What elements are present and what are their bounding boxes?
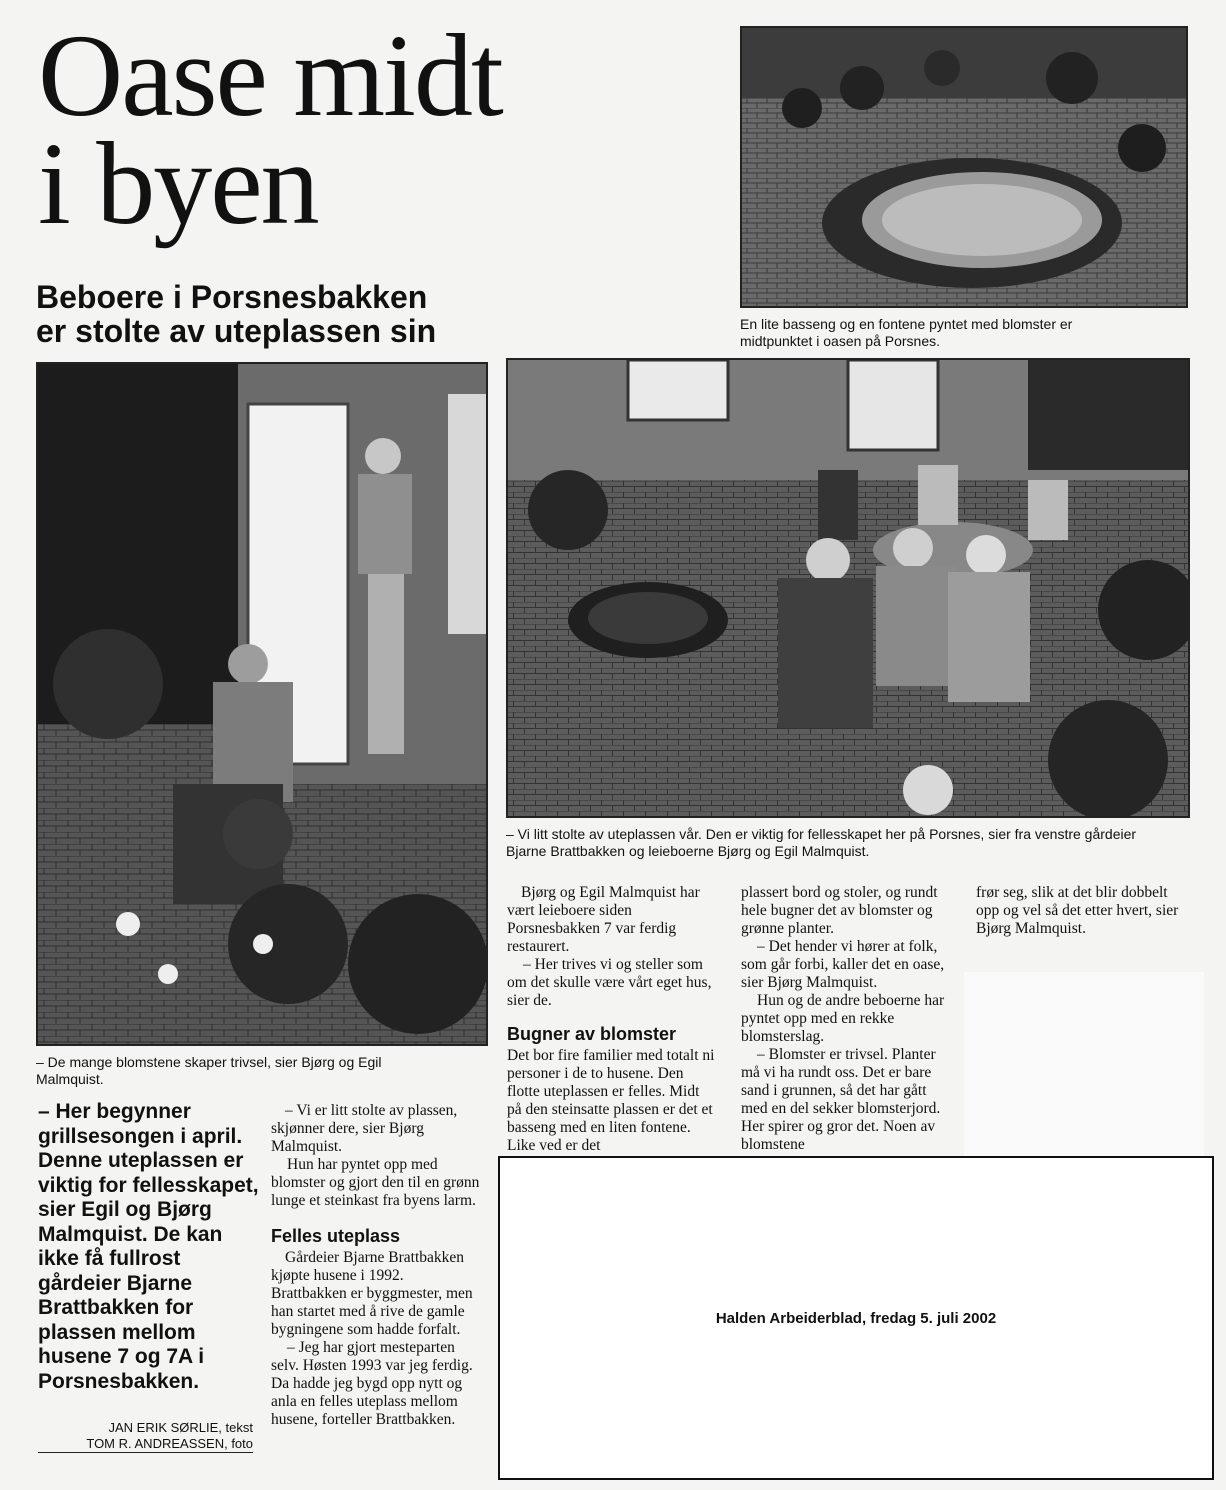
paragraph: – Det hender vi hører at folk, som går forbi, kaller det en oase, sier Bjørg Malmquist. <box>741 938 945 991</box>
source-box <box>498 1156 1214 1480</box>
byline-photo-credit: TOM R. ANDREASSEN, foto <box>38 1436 253 1453</box>
headline-line-2: i byen <box>38 118 318 249</box>
paragraph: – Vi er litt stolte av plassen, skjønner dere, sier Bjørg Malmquist. <box>271 1102 458 1155</box>
paragraph: frør seg, slik at det blir dobbelt opp og vel så det etter hvert, sier Bjørg Malmquist. <box>976 884 1179 937</box>
subheadline-line-2: er stolte av uteplassen sin <box>36 313 437 349</box>
paragraph: – Blomster er trivsel. Planter må vi ha rundt oss. Det er bare sand i grunnen, så det har gått med en del sekker blomsterjord. Her spirer og gror det. Noen av blomstene <box>741 1046 941 1153</box>
body-column-2 <box>507 884 717 1155</box>
byline-text-credit: JAN ERIK SØRLIE, tekst <box>108 1420 253 1435</box>
headline <box>38 10 638 249</box>
paragraph: Hun har pyntet opp med blomster og gjort den til en grønn lunge et steinkast fra byens larm. <box>271 1156 480 1209</box>
caption-pond: En lite basseng og en fontene pyntet med blomster er midtpunktet i oasen på Porsnes. <box>740 316 1073 349</box>
body-column-1 <box>271 1102 481 1429</box>
blank-area <box>964 972 1204 1156</box>
subheadline <box>36 280 596 348</box>
paragraph: – Jeg har gjort mesteparten selv. Høsten 1993 var jeg ferdig. Da hadde jeg bygd opp nytt og anla en felles uteplass mellom husene, forteller Brattbakken. <box>271 1339 473 1428</box>
paragraph: Bjørg og Egil Malmquist har vært leieboere siden Porsnesbakken 7 var ferdig restaurert. <box>507 884 700 955</box>
byline <box>38 1420 253 1453</box>
section-heading: Felles uteplass <box>271 1226 401 1246</box>
source-label: Halden Arbeiderblad, fredag 5. juli 2002 <box>715 1310 997 1327</box>
body-column-4 <box>976 884 1191 938</box>
photo-group <box>506 358 1190 818</box>
caption-group: – Vi litt stolte av uteplassen vår. Den er viktig for fellesskapet her på Porsnes, sier fra venstre gårdeier Bjarne Brattbakken og leieboerne Bjørg og Egil Malmquist. <box>506 826 1137 859</box>
paragraph: Hun og de andre beboerne har pyntet opp med en rekke blomsterslag. <box>741 992 945 1045</box>
paragraph: plassert bord og stoler, og rundt hele bugner det av blomster og grønne planter. <box>741 884 938 937</box>
paragraph: Gårdeier Bjarne Brattbakken kjøpte husene i 1992. Brattbakken er byggmester, men han startet med å rive de gamle bygningene som hadde forfalt. <box>271 1249 473 1338</box>
photo-pond <box>740 26 1188 308</box>
headline-line-1: Oase midt <box>38 10 502 141</box>
paragraph: – Her trives vi og steller som om det skulle være vårt eget hus, sier de. <box>507 956 712 1009</box>
pull-quote: – Her begynner grillsesongen i april. Denne uteplassen er viktig for fellesskapet, sier Egil og Bjørg Malmquist. De kan ikke få fullrost gårdeier Bjarne Brattbakken for plassen mellom husene 7 og 7A i Porsnesbakken. <box>38 1100 259 1393</box>
paragraph: Det bor fire familier med totalt ni personer i de to husene. Den flotte uteplassen er felles. Midt på den steinsatte plassen er det et basseng med en liten fontene. Like ved er det <box>507 1047 715 1154</box>
caption-door: – De mange blomstene skaper trivsel, sier Bjørg og Egil Malmquist. <box>36 1054 382 1087</box>
photo-door <box>36 362 488 1046</box>
subheadline-line-1: Beboere i Porsnesbakken <box>36 279 428 315</box>
section-heading: Bugner av blomster <box>507 1024 677 1044</box>
body-column-3 <box>741 884 953 1154</box>
